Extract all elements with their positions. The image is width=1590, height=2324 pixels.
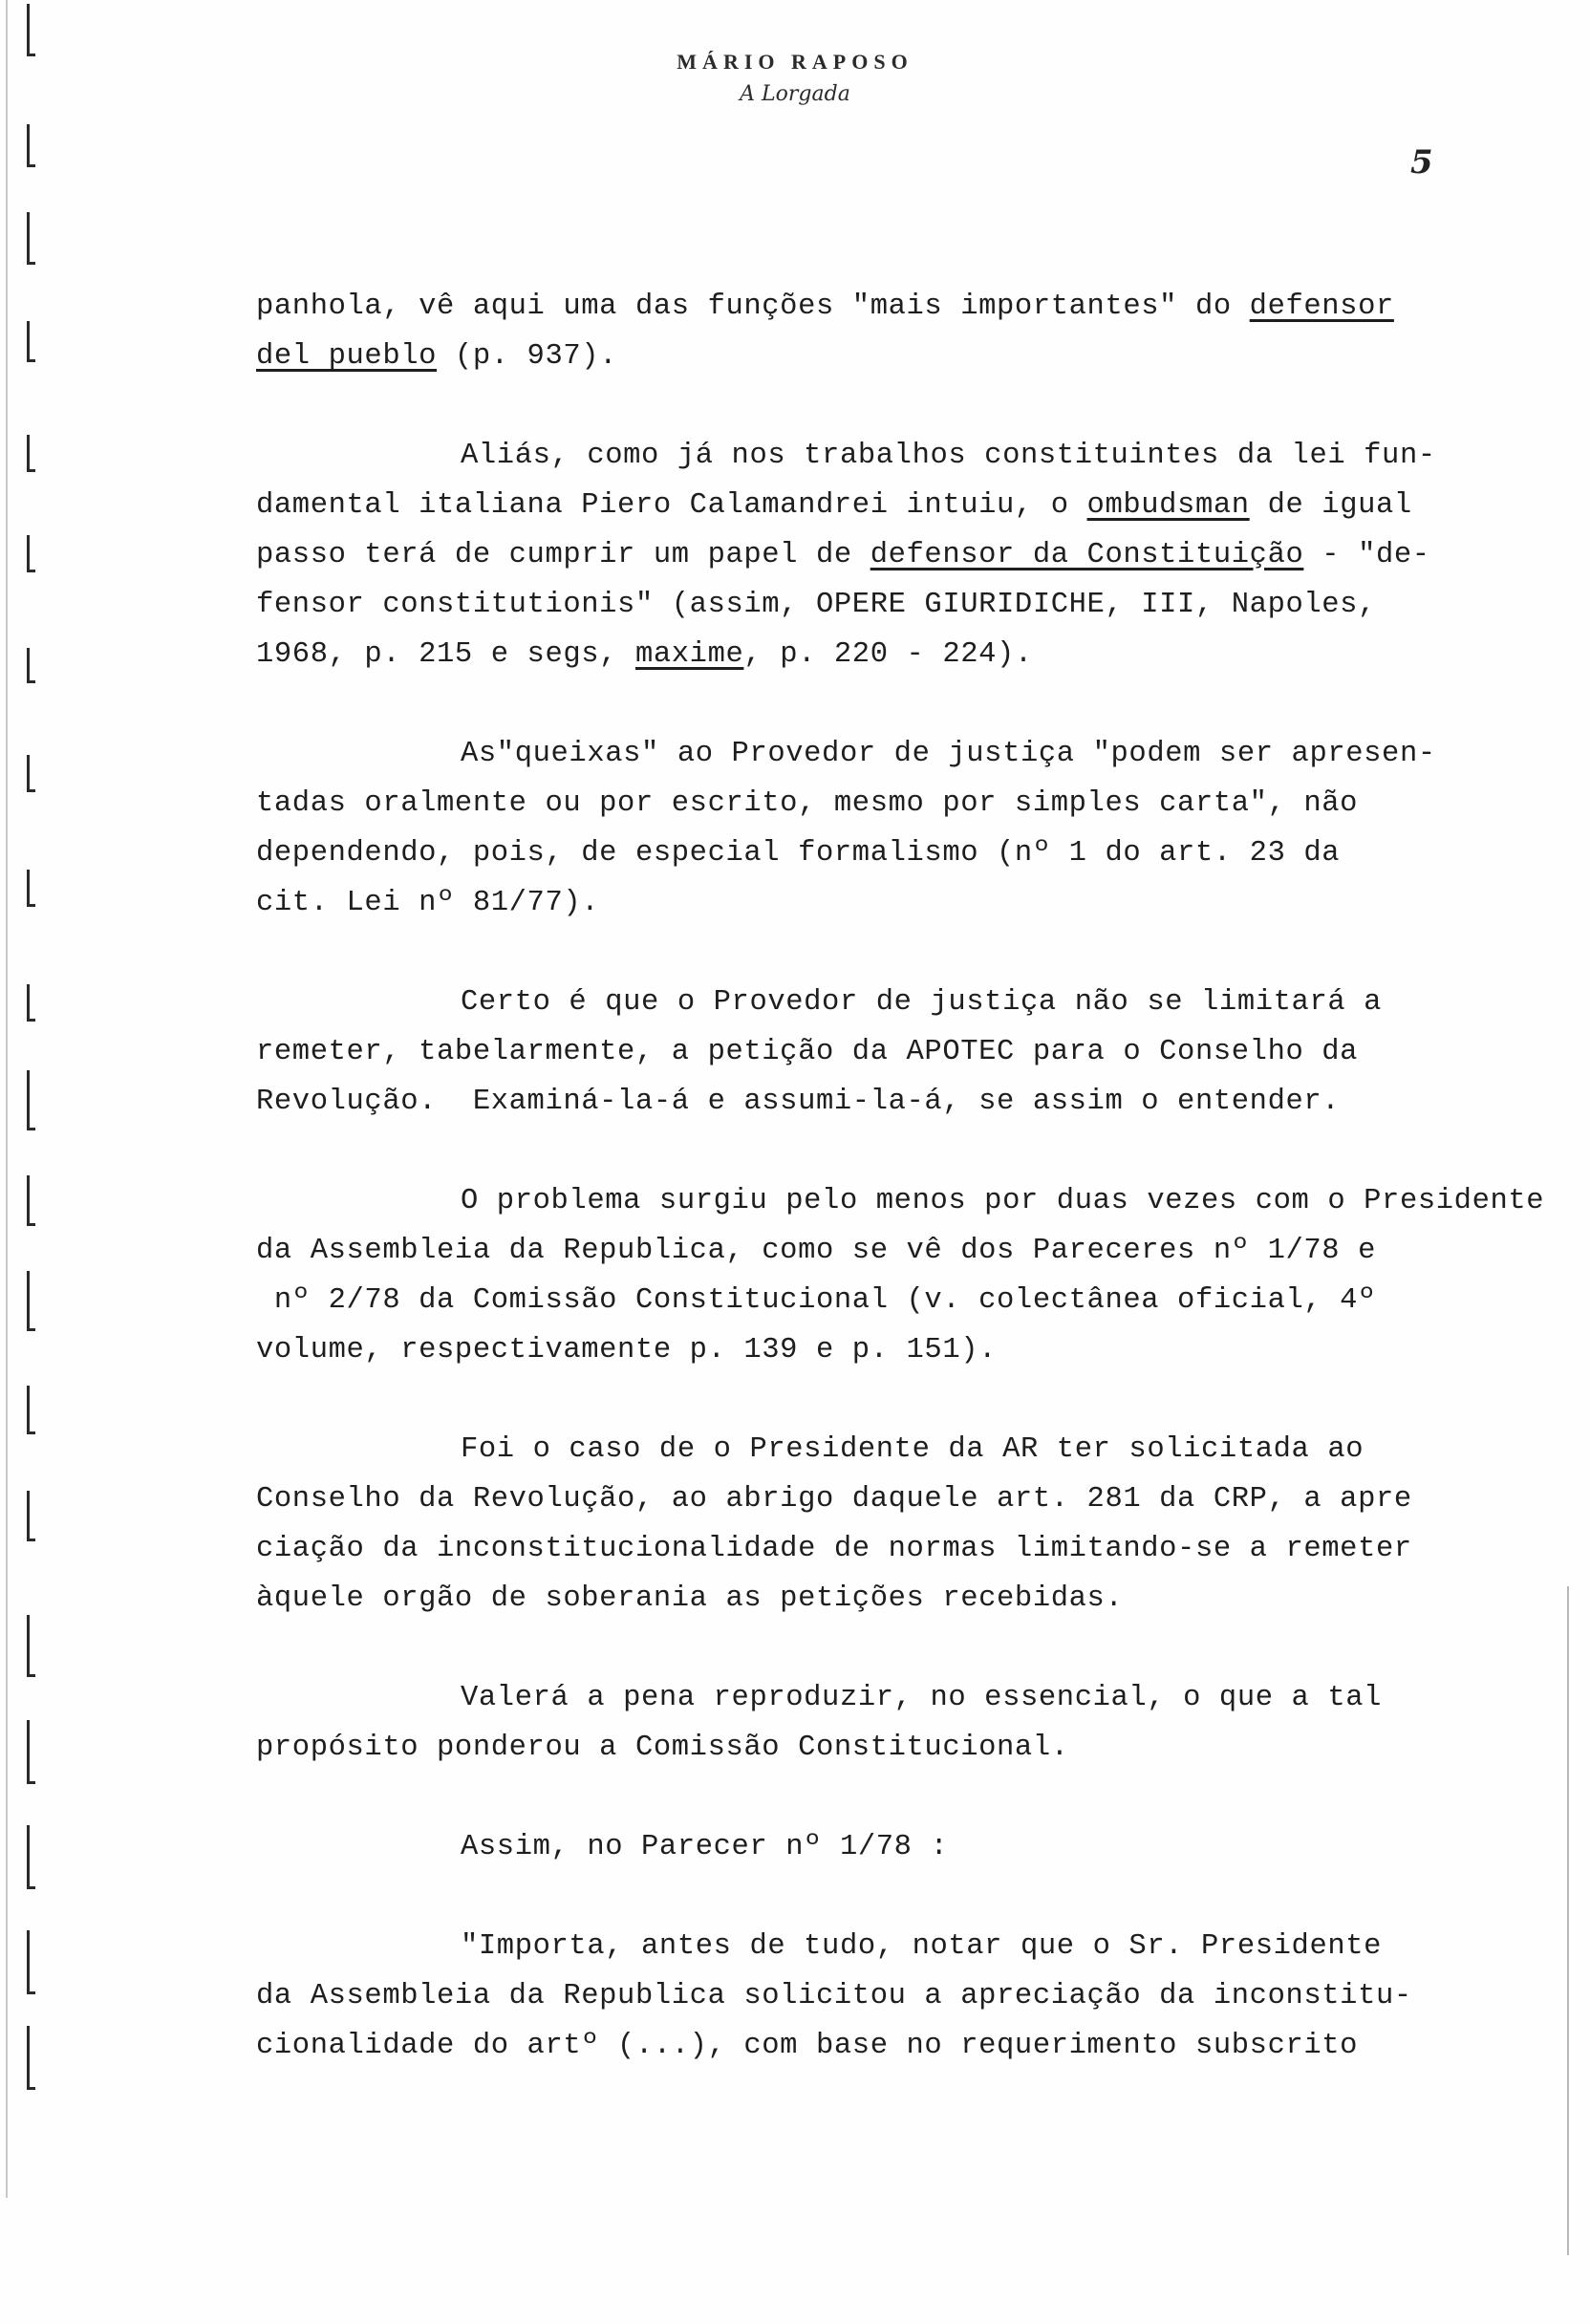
margin-mark bbox=[27, 1615, 35, 1677]
text-segment: Foi o caso de o Presidente da AR ter solicitada ao bbox=[461, 1433, 1364, 1466]
text-line bbox=[256, 431, 1575, 481]
underlined-term: del pueblo bbox=[256, 340, 438, 373]
text-line bbox=[256, 1673, 1575, 1723]
margin-mark bbox=[27, 1070, 35, 1130]
text-segment: da Assembleia da Republica solicitou a apreciação da inconstitu- bbox=[256, 1980, 1412, 2012]
paragraph-gap bbox=[256, 928, 1575, 978]
paragraph bbox=[256, 1922, 1575, 2071]
text-line bbox=[256, 481, 1575, 530]
text-line bbox=[256, 729, 1575, 779]
text-segment: Revolução. Examiná-la-á e assumi-la-á, se assim o entender. bbox=[256, 1086, 1341, 1118]
paragraph bbox=[256, 431, 1575, 679]
text-line bbox=[256, 1971, 1575, 2021]
text-line bbox=[256, 2021, 1575, 2071]
text-line bbox=[256, 1425, 1575, 1474]
text-segment: volume, respectivamente p. 139 e p. 151). bbox=[256, 1334, 998, 1366]
margin-mark bbox=[27, 984, 35, 1022]
underlined-term: defensor bbox=[1249, 290, 1394, 323]
paragraph-gap bbox=[256, 1127, 1575, 1176]
text-line bbox=[256, 1574, 1575, 1624]
text-segment: fensor constitutionis" (assim, OPERE GIURIDICHE, III, Napoles, bbox=[256, 589, 1376, 621]
body-text bbox=[256, 282, 1575, 2071]
text-segment: remeter, tabelarmente, a petição da APOTEC para o Conselho da bbox=[256, 1036, 1359, 1068]
paragraph-gap bbox=[256, 1872, 1575, 1922]
underlined-term: ombudsman bbox=[1086, 489, 1250, 522]
text-segment: , p. 220 - 224). bbox=[743, 638, 1033, 671]
text-line bbox=[256, 282, 1575, 332]
text-line bbox=[256, 779, 1575, 828]
text-line bbox=[256, 1922, 1575, 1971]
margin-mark bbox=[27, 4, 35, 56]
margin-mark bbox=[27, 755, 35, 792]
margin-mark bbox=[27, 1825, 35, 1889]
margin-mark bbox=[27, 648, 35, 683]
paragraph bbox=[256, 282, 1575, 381]
paragraph bbox=[256, 729, 1575, 928]
text-segment: ciação da inconstitucionalidade de normas limitando-se a remeter bbox=[256, 1533, 1412, 1565]
margin-mark bbox=[27, 1175, 35, 1226]
margin-mark bbox=[27, 1720, 35, 1784]
paragraph-gap bbox=[256, 381, 1575, 431]
text-segment: 1968, p. 215 e segs, bbox=[256, 638, 635, 671]
paragraph bbox=[256, 1176, 1575, 1375]
text-segment: panhola, vê aqui uma das funções "mais importantes" do bbox=[256, 290, 1250, 323]
paragraph bbox=[256, 1673, 1575, 1773]
text-segment: àquele orgão de soberania as petições recebidas. bbox=[256, 1582, 1124, 1615]
text-line bbox=[256, 1325, 1575, 1375]
text-segment: Assim, no Parecer nº 1/78 : bbox=[461, 1831, 949, 1863]
paragraph-gap bbox=[256, 1624, 1575, 1673]
margin-mark bbox=[27, 1271, 35, 1331]
text-line bbox=[256, 530, 1575, 580]
text-line bbox=[256, 1276, 1575, 1325]
margin-mark bbox=[27, 212, 35, 265]
text-segment: cit. Lei nº 81/77). bbox=[256, 887, 600, 919]
text-segment: - "de- bbox=[1303, 539, 1430, 571]
text-line bbox=[256, 1524, 1575, 1574]
text-line bbox=[256, 1176, 1575, 1226]
text-segment: Aliás, como já nos trabalhos constituintes da lei fun- bbox=[461, 440, 1436, 472]
text-line bbox=[256, 1027, 1575, 1077]
margin-mark bbox=[27, 435, 35, 472]
page-number-mark: 5 bbox=[1410, 143, 1433, 182]
margin-mark bbox=[27, 124, 35, 167]
margin-mark bbox=[27, 1386, 35, 1434]
text-segment: dependendo, pois, de especial formalismo (nº 1 do art. 23 da bbox=[256, 837, 1341, 870]
text-segment: de igual bbox=[1249, 489, 1412, 522]
text-segment: nº 2/78 da Comissão Constitucional (v. colectânea oficial, 4º bbox=[256, 1284, 1376, 1317]
text-line bbox=[256, 1723, 1575, 1773]
text-segment: cionalidade do artº (...), com base no requerimento subscrito bbox=[256, 2030, 1359, 2062]
text-segment: da Assembleia da Republica, como se vê dos Pareceres nº 1/78 e bbox=[256, 1235, 1376, 1267]
margin-mark bbox=[27, 321, 35, 362]
text-line bbox=[256, 1474, 1575, 1524]
margin-mark bbox=[27, 1491, 35, 1541]
text-line bbox=[256, 1822, 1575, 1872]
text-line bbox=[256, 580, 1575, 630]
paragraph-gap bbox=[256, 679, 1575, 729]
text-segment: O problema surgiu pelo menos por duas vezes com o Presidente bbox=[461, 1185, 1545, 1217]
text-segment: damental italiana Piero Calamandrei intuiu, o bbox=[256, 489, 1087, 522]
margin-mark bbox=[27, 1930, 35, 1994]
paragraph bbox=[256, 1822, 1575, 1872]
text-segment: passo terá de cumprir um papel de bbox=[256, 539, 870, 571]
binding-edge bbox=[6, 0, 8, 2198]
text-segment: As"queixas" ao Provedor de justiça "podem ser apresen- bbox=[461, 738, 1436, 770]
margin-mark bbox=[27, 870, 35, 907]
text-line bbox=[256, 878, 1575, 928]
text-line bbox=[256, 828, 1575, 878]
paragraph bbox=[256, 1425, 1575, 1624]
text-segment: propósito ponderou a Comissão Constitucional. bbox=[256, 1732, 1069, 1764]
text-segment: Conselho da Revolução, ao abrigo daquele art. 281 da CRP, a apre bbox=[256, 1483, 1412, 1516]
text-segment: Valerá a pena reproduzir, no essencial, o que a tal bbox=[461, 1682, 1383, 1714]
text-line bbox=[256, 630, 1575, 679]
header-signature: A Lorgada bbox=[740, 82, 850, 106]
paragraph-gap bbox=[256, 1773, 1575, 1822]
text-segment: (p. 937). bbox=[437, 340, 618, 373]
text-line bbox=[256, 332, 1575, 381]
text-segment: Certo é que o Provedor de justiça não se limitará a bbox=[461, 986, 1383, 1019]
paragraph-gap bbox=[256, 1375, 1575, 1425]
text-segment: "Importa, antes de tudo, notar que o Sr. Presidente bbox=[461, 1930, 1383, 1963]
text-line bbox=[256, 1077, 1575, 1127]
header-author: MÁRIO RAPOSO bbox=[677, 50, 913, 74]
margin-mark bbox=[27, 535, 35, 572]
underlined-term: defensor da Constituição bbox=[870, 539, 1304, 571]
paragraph bbox=[256, 978, 1575, 1127]
text-line bbox=[256, 978, 1575, 1027]
text-segment: tadas oralmente ou por escrito, mesmo por simples carta", não bbox=[256, 787, 1359, 820]
margin-mark bbox=[27, 2026, 35, 2090]
underlined-term: maxime bbox=[634, 638, 744, 671]
text-line bbox=[256, 1226, 1575, 1276]
